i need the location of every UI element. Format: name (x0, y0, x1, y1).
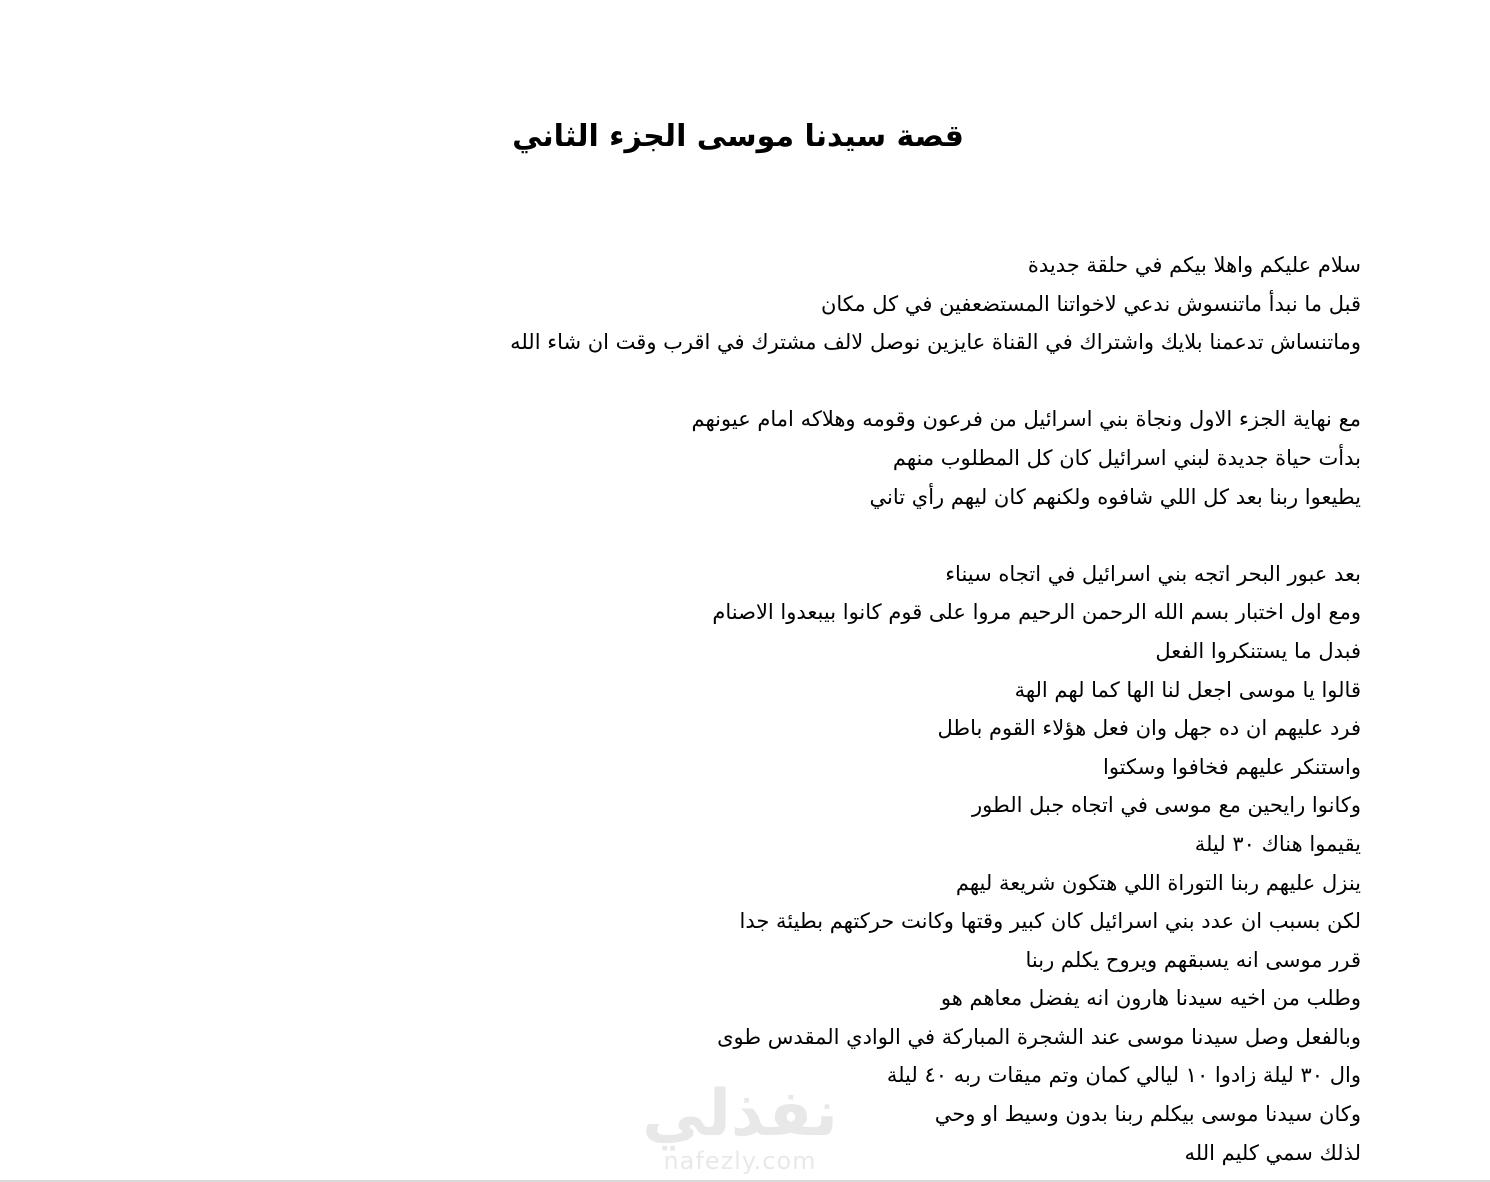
body-line: قرر موسى انه يسبقهم ويروح يكلم ربنا (1025, 947, 1361, 972)
body-line: وال ٣٠ ليلة زادوا ١٠ ليالي كمان وتم ميقات ربه ٤٠ ليلة (886, 1063, 1361, 1088)
blank-line (361, 362, 1361, 401)
body-line: وبالفعل وصل سيدنا موسى عند الشجرة المباركة في الوادي المقدس طوى (717, 1024, 1361, 1049)
watermark-url: nafezly.com (663, 1147, 817, 1175)
body-line: يطيعوا ربنا بعد كل اللي شافوه ولكنهم كان ليهم رأي تاني (869, 484, 1361, 509)
watermark-logo: نفذلي (642, 1077, 838, 1151)
body-line: فبدل ما يستنكروا الفعل (1155, 638, 1361, 663)
body-line: مع نهاية الجزء الاول ونجاة بني اسرائيل من فرعون وقومه وهلاكه امام عيونهم (691, 407, 1361, 432)
body-line: واستنكر عليهم فخافوا وسكتوا (1103, 754, 1361, 779)
body-line: وماتنساش تدعمنا بلايك واشتراك في القناة عايزين نوصل لالف مشترك في اقرب وقت ان شاء الله (510, 330, 1361, 355)
body-line: وكان سيدنا موسى بيكلم ربنا بدون وسيط او وحي (934, 1102, 1361, 1127)
body-line: سلام عليكم واهلا بيكم في حلقة جديدة (1027, 253, 1361, 277)
document-body (361, 246, 1361, 1175)
body-line: وطلب من اخيه سيدنا هارون انه يفضل معاهم هو (940, 986, 1361, 1011)
body-line: قبل ما نبدأ ماتنسوش ندعي لاخواتنا المستضعفين في كل مكان (820, 291, 1361, 316)
body-line: وكانوا رايحين مع موسى في اتجاه جبل الطور (972, 793, 1361, 818)
document-title: قصة سيدنا موسى الجزء الثاني (512, 119, 964, 154)
body-line: ومع اول اختبار بسم الله الرحمن الرحيم مروا على قوم كانوا بيبعدوا الاصنام (712, 600, 1361, 625)
body-line: قالوا يا موسى اجعل لنا الها كما لهم الهة (1014, 677, 1361, 702)
body-line: ينزل عليهم ربنا التوراة اللي هتكون شريعة ليهم (955, 870, 1361, 895)
body-line: فرد عليهم ان ده جهل وان فعل هؤلاء القوم باطل (937, 716, 1361, 741)
body-line: يقيموا هناك ٣٠ ليلة (1194, 831, 1361, 856)
body-line: لذلك سمي كليم الله (1184, 1140, 1361, 1165)
body-line: بدأت حياة جديدة لبني اسرائيل كان كل المطلوب منهم (892, 445, 1361, 470)
body-line: لكن بسبب ان عدد بني اسرائيل كان كبير وقتها وكانت حركتهم بطيئة جدا (739, 909, 1361, 934)
blank-line (361, 516, 1361, 555)
body-line: بعد عبور البحر اتجه بني اسرائيل في اتجاه سيناء (945, 561, 1361, 586)
